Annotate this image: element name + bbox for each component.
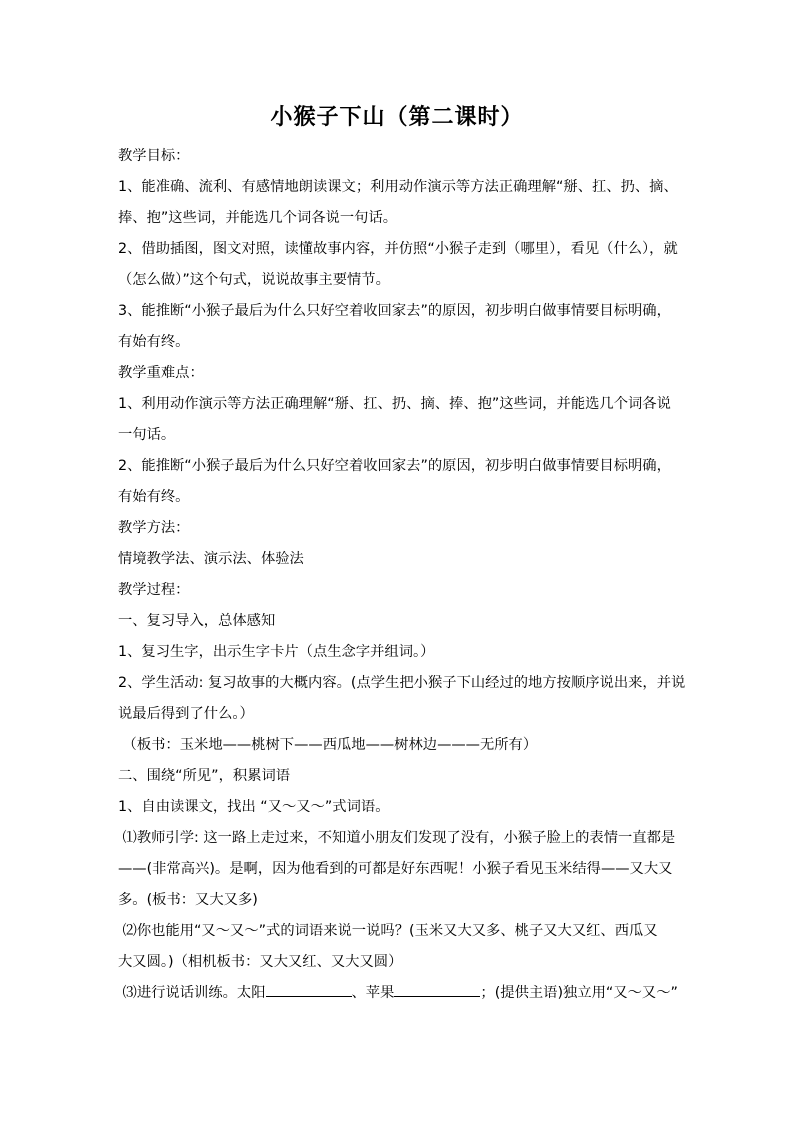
text-line: 教学方法：: [118, 520, 190, 536]
text-line: 一、复习导入，总体感知: [118, 613, 276, 629]
document-body: [118, 141, 684, 1009]
fill-in-blank: [266, 982, 352, 997]
text-line: 捧、抱”这些词，并能选几个词各说一句话。: [118, 210, 398, 226]
text-line: （怎么做）”这个句式，说说故事主要情节。: [118, 272, 390, 288]
text-line: 教学过程：: [118, 582, 190, 598]
text-line: 2、学生活动: 复习故事的大概内容。(点学生把小猴子下山经过的地方按顺序说出来，并说: [118, 675, 686, 691]
text-line: 1、自由读课文，找出 “又～又～”式词语。: [118, 799, 390, 815]
text-line: 多。(板书：又大又多): [118, 892, 258, 908]
text-line-with-blanks: [118, 978, 684, 1009]
text-line: 1、利用动作演示等方法正确理解“掰、扛、扔、摘、捧、抱”这些词，并能选几个词各说: [118, 396, 671, 412]
text-line: 一句话。: [118, 427, 176, 443]
text-line: ⑵你也能用“又～又～”式的词语来说一说吗？(玉米又大又多、桃子又大又红、西瓜又: [118, 923, 658, 939]
text-line: ——(非常高兴)。是啊，因为他看到的可都是好东西呢！小猴子看见玉米结得——又大又: [118, 861, 673, 877]
text-line: 有始有终。: [118, 334, 190, 350]
text-line: 1、能准确、流利、有感情地朗读课文；利用动作演示等方法正确理解“掰、扛、扔、摘、: [118, 179, 678, 195]
text-line: ⑴教师引学: 这一路上走过来，不知道小朋友们发现了没有，小猴子脸上的表情一直都是: [118, 830, 676, 846]
text-line: （板书：玉米地——桃树下——西瓜地——树林边———无所有）: [118, 737, 538, 753]
text-segment: ⑶进行说话训练。太阳: [118, 985, 266, 1001]
text-segment: 、苹果: [351, 985, 395, 1001]
text-line: 情境教学法、演示法、体验法: [118, 551, 304, 567]
text-line: 1、复习生字，出示生字卡片（点生念字并组词。）: [118, 644, 435, 660]
text-line: 有始有终。: [118, 489, 190, 505]
text-line: 说最后得到了什么。）: [118, 706, 254, 722]
text-line: 教学目标：: [118, 148, 190, 164]
fill-in-blank: [394, 982, 480, 997]
page-title: 小猴子下山（第二课时）: [270, 105, 524, 130]
text-line: 大又圆。)（相机板书：又大又红、又大又圆）: [118, 954, 403, 970]
text-line: 教学重难点：: [118, 365, 204, 381]
text-line: 3、能推断“小猴子最后为什么只好空着收回家去”的原因，初步明白做事情要目标明确，: [118, 303, 671, 319]
text-line: 二、围绕“所见”，积累词语: [118, 768, 291, 784]
text-line: 2、能推断“小猴子最后为什么只好空着收回家去”的原因，初步明白做事情要目标明确，: [118, 458, 671, 474]
text-segment: ；(提供主语)独立用“又～又～”: [480, 985, 678, 1001]
text-line: 2、借助插图，图文对照，读懂故事内容，并仿照“小猴子走到（哪里），看见（什么），就: [118, 241, 678, 257]
